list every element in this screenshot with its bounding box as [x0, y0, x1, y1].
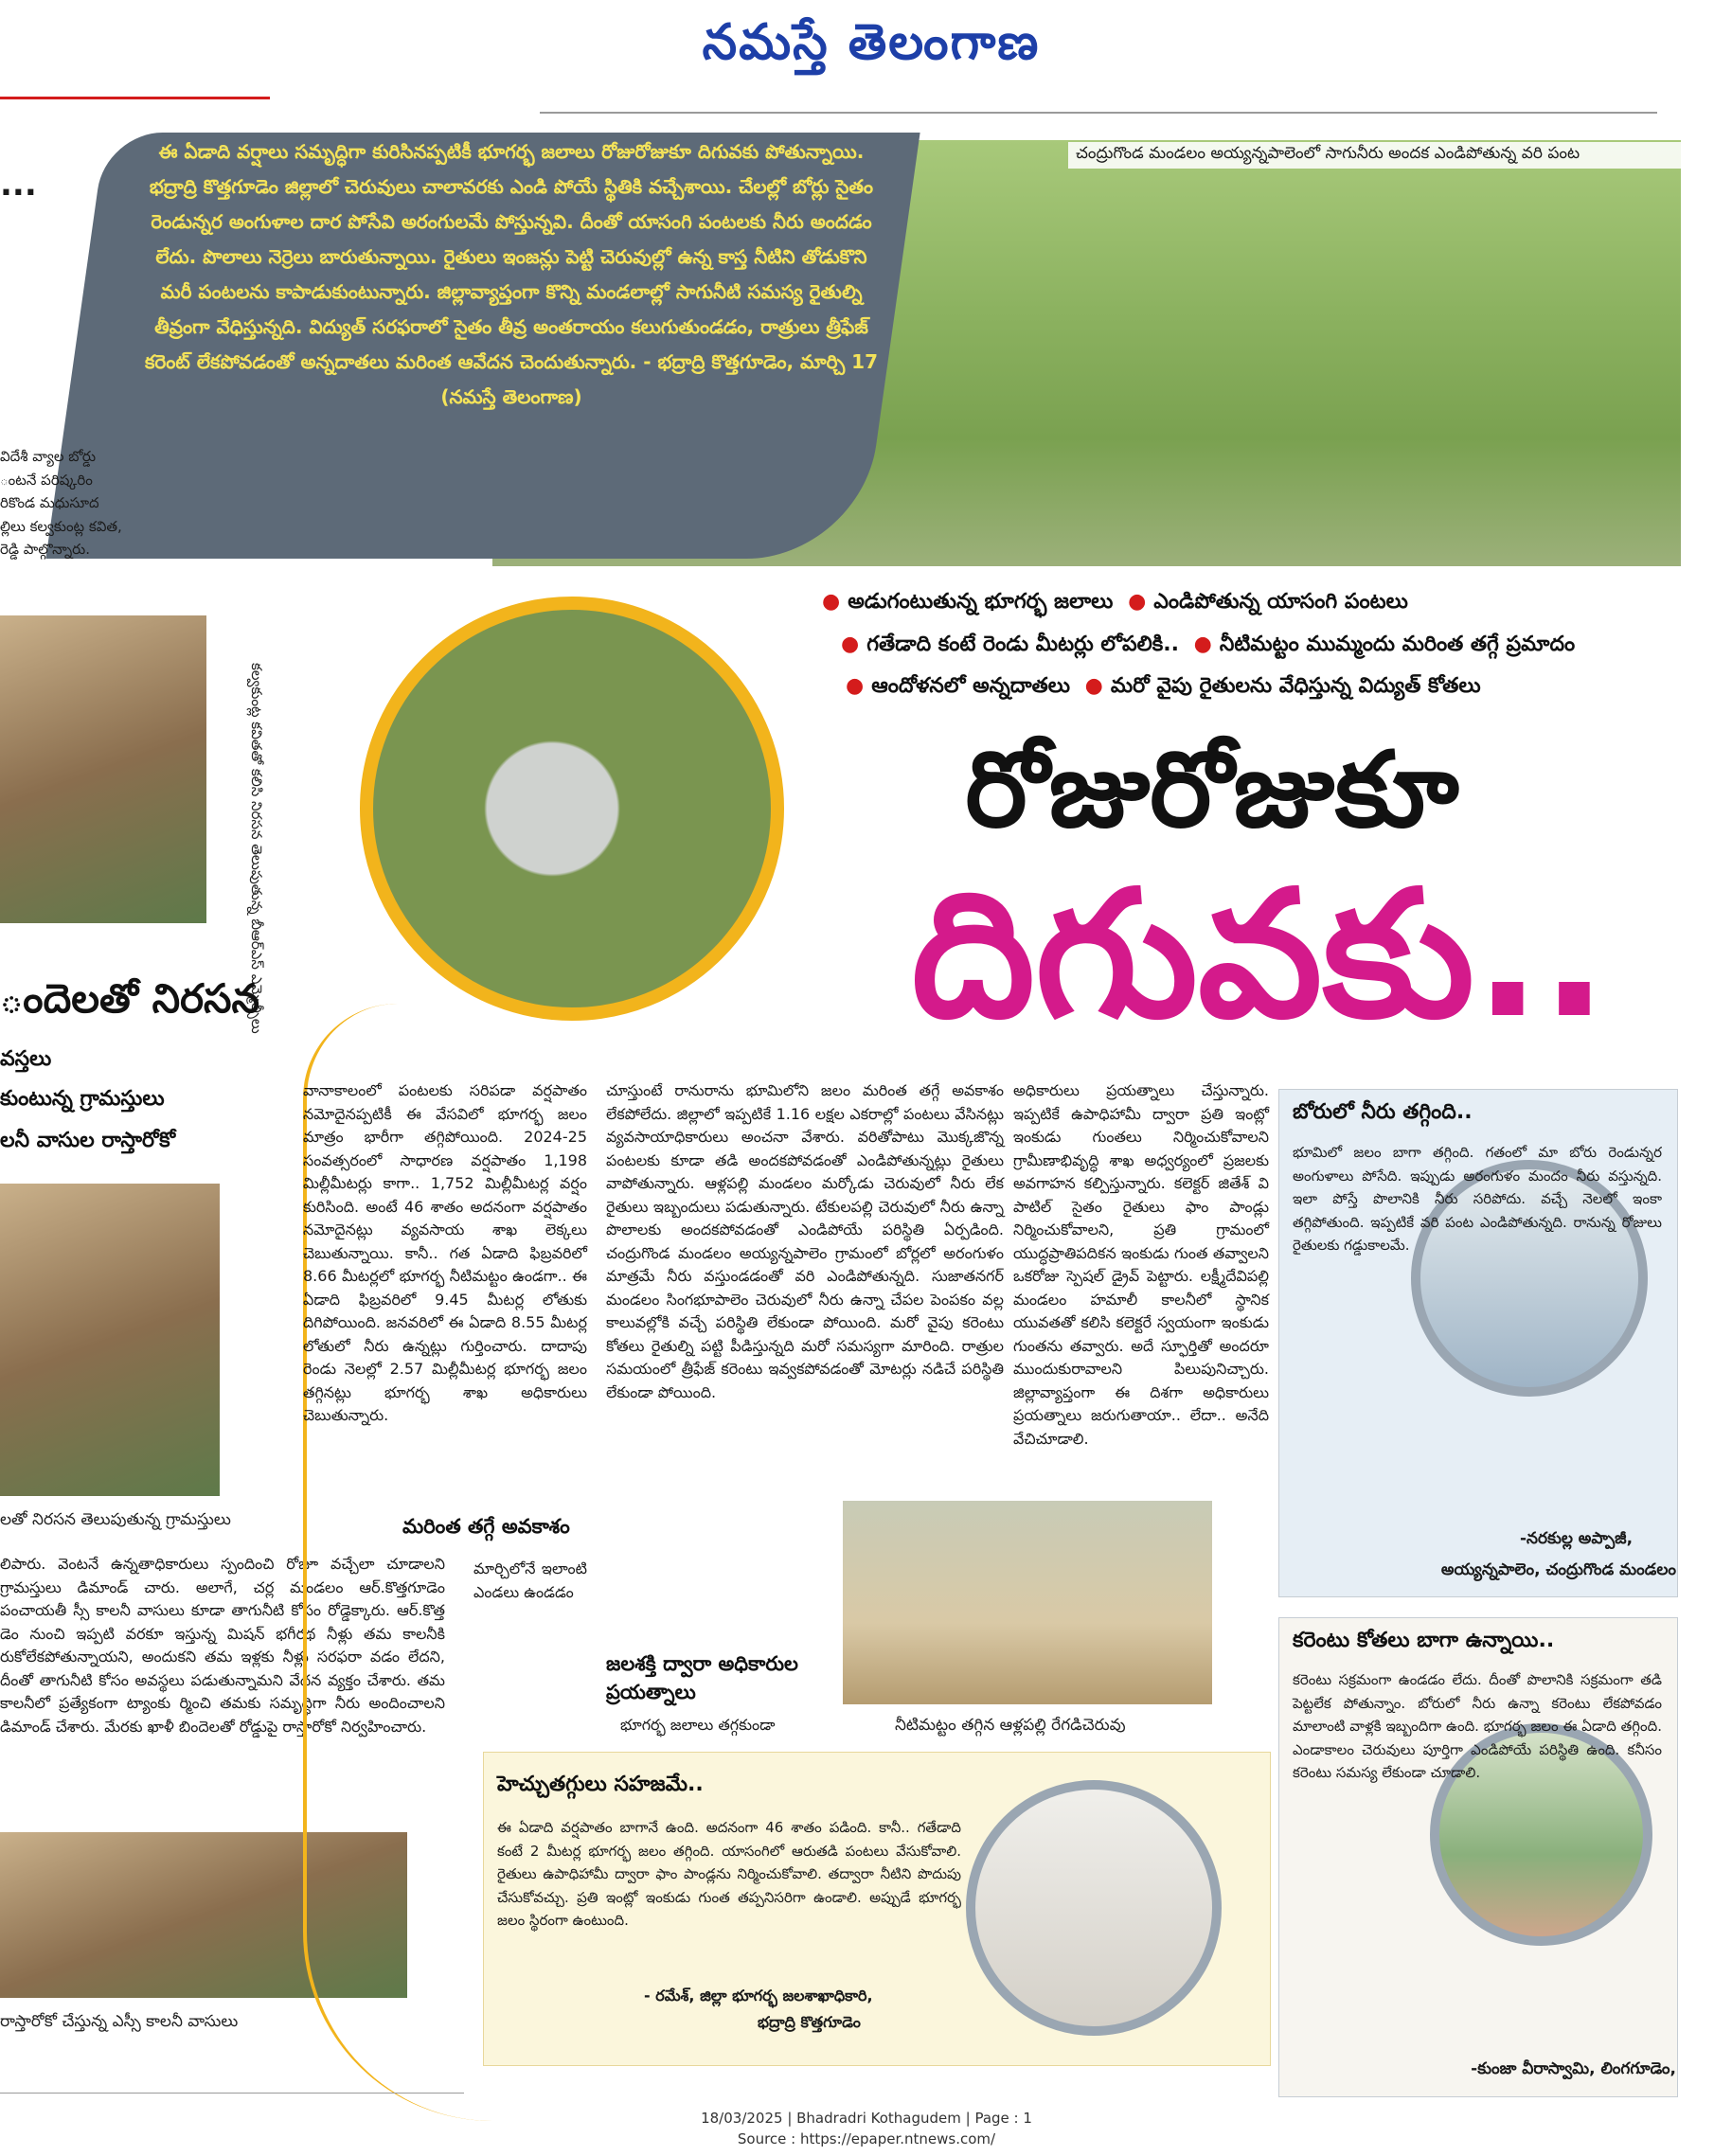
officer-quote-author: - రమేశ్, జిల్లా భూగర్భ జలశాఖాధికారి,: [644, 1987, 873, 2005]
column-2-text-2: భూగర్భ జలాలు తగ్గకుండా: [620, 1716, 776, 1734]
left-body-text: లిపారు. వెంటనే ఉన్నతాధికారులు స్పందించి రోజూ వచ్చేలా చూడాలని గ్రామస్తులు డిమాండ్ చారు. అలాగే, చర్ల మండలం ఆర్.కొత్తగూడెం పంచాయతీ స్సీ కాలనీ వాసులు కూడా తాగునీటి కోసం రోడ్డెక్కారు. ఆర్.కొత్త డెం నుంచి ఇప్పటి వరకూ ఇస్తున్న మిషన్ భగీరథ నీళ్లు తమ కాలనీకి రుకోలేకపోతున్నాయని, అందుకని తమ ఇళ్లకు నీళ్లు సరఫరా వడం లేదని, దీంతో తాగునీటి కోసం అవస్థలు పడుతున్నామని వేదన వ్యక్తం చేశారు. తమ కాలనీలో ప్రత్యేకంగా ట్యాంకు ర్మించి తమకు సమృద్ధిగా నీరు అందించాలని డిమాండ్ చేశారు. మేరకు ఖాళీ బిందెలతో రోడ్డుపై రాస్తారోకో నిర్వహించారు.: [0, 1555, 445, 1736]
column-2-text: చూస్తుంటే రానురాను భూమిలోని జలం మరింత తగ్గే అవకాశం లేకపోలేదు. జిల్లాలో ఇప్పటికే 1.16 లక్షల ఎకరాల్లో పంటలు వేసినట్లు వ్యవసాయాధికారులు అంచనా వేశారు. వరితోపాటు మొక్కజొన్న పంటలకు కూడా తడి అందకపోవడంతో ఎండిపోతున్నట్లు రైతులు వాపోతున్నారు. ఆళ్లపల్లి మండలం మర్కోడు చెరువులో నీరు లేక రైతులు ఇబ్బందులు పడుతున్నారు. టేకులపల్లి చెరువులో నీరు ఉన్నా పొలాలకు అందకపోవడంతో ఎండిపోయే పరిస్థితి ఏర్పడింది. చంద్రుగొండ మండలం అయ్యన్నపాలెం గ్రామంలో బోర్లలో అరంగుళం మాత్రమే నీరు వస్తుండడంతో వరి ఎండిపోతున్నది. సుజాతనగర్ మండలం సింగభూపాలెం చెరువులో నీరు ఉన్నా చేపల పెంపకం వల్ల కాలువల్లోకి వచ్చే పరిస్థితి లేకుండా పోయింది. మరో వైపు కరెంటు కోతలు రైతుల్ని పట్టి పీడిస్తున్నది మరో సమస్యగా మారింది. రాత్రుల సమయంలో త్రీఫేజ్ కరెంటు ఇవ్వకపోవడంతో మోటర్లు నడిచే పరిస్థితి లేకుండా పోయింది.: [606, 1081, 1004, 1401]
bullet-1a: అడుగంటుతున్న భూగర్భ జలాలు: [848, 590, 1114, 614]
bore-quote-title: బోరులో నీరు తగ్గింది..: [1293, 1100, 1473, 1124]
column-3-text: అధికారులు ప్రయత్నాలు చేస్తున్నారు. ఇప్పటికే ఉపాధిహామీ ద్వారా ప్రతి ఇంట్లో ఇంకుడు గుంతలు నిర్మించుకోవాలని గ్రామీణాభివృద్ధి శాఖ అధ్వర్యంలో ప్రజలకు అవగాహన కల్పిస్తున్నారు. కలెక్టర్ జితేశ్ వి పాటిల్ సైతం రైతులు ఫాం పాండ్లు నిర్మించుకోవాలని, ప్రతి గ్రామంలో యుద్ధప్రాతిపదికన ఇంకుడు గుంత తవ్వాలని ఒకరోజు స్పెషల్ డ్రైవ్ పెట్టారు. లక్ష్మీదేవిపల్లి మండలం హమాలీ కాలనీలో స్థానిక యువతతో కలిసి కలెక్టరే స్వయంగా ఇంకుడు గుంతను తవ్వారు. అదే స్ఫూర్తితో అందరూ ముందుకురావాలని పిలుపునిచ్చారు. జిల్లావ్యాప్తంగా ఈ దిశగా అధికారులు ప్రయత్నాలు జరుగుతాయా.. లేదా.. అనేది వేచిచూడాలి.: [1013, 1081, 1269, 1448]
farmer-pipe-photo: [360, 597, 784, 1021]
villagers-photo-caption: లతో నిరసన తెలుపుతున్న గ్రామస్తులు: [0, 1510, 231, 1529]
bullet-1b: ఎండిపోతున్న యాసంగి పంటలు: [1153, 590, 1408, 614]
column-2-subhead: జలశక్తి ద్వారా అధికారుల ప్రయత్నాలు: [606, 1652, 798, 1703]
lake-caption: నీటిమట్టం తగ్గిన ఆళ్లపల్లి రేగడిచెరువు: [895, 1716, 1126, 1735]
bullet-2b: నీటిమట్టం ముమ్మందు మరింత తగ్గే ప్రమాదం: [1219, 633, 1576, 656]
column-1-text-2: మార్చిలోనే ఇలాంటి ఎండలు ఉండడం: [473, 1559, 587, 1601]
bore-quote-text: భూమిలో జలం బాగా తగ్గింది. గతంలో మా బోరు రెండున్నర అంగుళాలు పోసేది. ఇప్పుడు అరంగుళం మందం నీరు వస్తున్నది. ఇలా పోస్తే పొలానికి నీరు సరిపోదు. వచ్చే నెలలో ఇంకా తగ్గిపోతుంది. ఇప్పటికే వరి పంట ఎండిపోతున్నది. రానున్న రోజులు రైతులకు గడ్డుకాలమే.: [1293, 1144, 1662, 1254]
footer-date-line: 18/03/2025 | Bhadradri Kothagudem | Page : 1: [701, 2110, 1032, 2127]
column-1-subhead: మరింత తగ్గే అవకాశం: [402, 1515, 570, 1538]
top-photo-caption: చంద్రుగొండ మండలం అయ్యన్నపాలెంలో సాగునీరు అందక ఎండిపోతున్న వరి పంట: [1068, 142, 1689, 169]
protest-photo-vertical-caption: కల్వకుంట్ల కవితతో కలిసి నిరసన తెలుపుతున్న బీఆర్ఎస్ ఎమ్మెల్సీలు: [248, 663, 265, 1034]
column-1-text: వానాకాలంలో పంటలకు సరిపడా వర్షపాతం నమోదైనప్పటికీ ఈ వేసవిలో భూగర్భ జలం మాత్రం భారీగా తగ్గిపోయింది. 2024-25 సంవత్సరంలో సాధారణ వర్షపాతం 1,198 మిల్లీమీటర్లు కాగా.. 1,752 మిల్లీమీటర్ల వర్షం కురిసింది. అంటే 46 శాతం అదనంగా వర్షపాతం నమోదైనట్లు వ్యవసాయ శాఖ లెక్కలు చెబుతున్నాయి. కానీ.. గత ఏడాది ఫిబ్రవరిలో 8.66 మీటర్లలో భూగర్భ నీటిమట్టం ఉండగా.. ఈ ఏడాది ఫిబ్రవరిలో 9.45 మీటర్ల లోతుకు దిగిపోయింది. జనవరిలో ఈ ఏడాది 8.55 మీటర్ల లోతులో నీరు ఉన్నట్లు గుర్తించారు. దాదాపు రెండు నెలల్లో 2.57 మిల్లీమీటర్ల భూగర్భ జలం తగ్గినట్లు భూగర్భ శాఖ అధికారులు చెబుతున్నారు.: [303, 1081, 587, 1424]
left-headline: ందెలతో నిరసన: [0, 975, 259, 1022]
bore-quote-author: -నరకుల్ల అప్పాజీ,: [1520, 1529, 1634, 1548]
left-top-snippet: విదేశీ వ్యాల బోర్డు ంటనే పరిష్కరిం రికొండ మధుసూద ల్లిలు కల్వకుంట్ల కవిత, రెడ్డి పాల్గొన్నారు.: [0, 448, 122, 558]
bore-quote-place: అయ్యన్నపాలెం, చంద్రుగొండ మండలం: [1440, 1560, 1676, 1579]
bullet-row-3: ● ఆందోళనలో అన్నదాతలు ● మరో వైపు రైతులను వేధిస్తున్న విద్యుత్ కోతలు: [846, 674, 1481, 698]
lake-photo: [843, 1501, 1212, 1704]
headline-line-1: రోజురోజుకూ: [965, 729, 1459, 850]
bottom-rule: [0, 2093, 464, 2094]
protest-photo: [0, 615, 206, 923]
left-subhead-2: కుంటున్న గ్రామస్తులు: [0, 1087, 165, 1111]
footer-source-line: Source : https://epaper.ntnews.com/: [737, 2130, 996, 2147]
sc-colony-caption: రాస్తారోకో చేస్తున్న ఎస్సీ కాలనీ వాసులు: [0, 2012, 239, 2031]
ramesh-portrait: [966, 1780, 1222, 2036]
bullet-3b: మరో వైపు రైతులను వేధిస్తున్న విద్యుత్ కోతలు: [1110, 674, 1481, 698]
left-subhead-3: లనీ వాసుల రాస్తారోకో: [0, 1129, 176, 1152]
bullet-row-1: ● అడుగంటుతున్న భూగర్భ జలాలు ● ఎండిపోతున్న యాసంగి పంటలు: [822, 590, 1408, 614]
summary-text: ఈ ఏడాది వర్షాలు సమృద్ధిగా కురిసినప్పటికీ భూగర్భ జలాలు రోజురోజుకూ దిగువకు పోతున్నాయి. భద్రాద్రి కొత్తగూడెం జిల్లాలో చెరువులు చాలావరకు ఎండి పోయే స్థితికి వచ్చేశాయి. చేలల్లో బోర్లు సైతం రెండున్నర అంగుళాల దార పోసేవి అరంగులమే పోస్తున్నవి. దీంతో యాసంగి పంటలకు నీరు అందడం లేదు. పొలాలు నెర్రెలు బారుతున్నాయి. రైతులు ఇంజన్లు పెట్టి చెరువుల్లో ఉన్న కాస్త నీటిని తోడుకొని మరీ పంటలను కాపాడుకుంటున్నారు. జిల్లావ్యాప్తంగా కొన్ని మండలాల్లో సాగునీటి సమస్య రైతుల్ని తీవ్రంగా వేధిస్తున్నది. విద్యుత్ సరఫరాలో సైతం తీవ్ర అంతరాయం కలుగుతుండడం, రాత్రులు త్రీఫేజ్ కరెంట్ లేకపోవడంతో అన్నదాతలు మరింత ఆవేదన చెందుతున్నారు. - భద్రాద్రి కొత్తగూడెం, మార్చి 17 (నమస్తే తెలంగాణ): [144, 140, 879, 408]
headline-line-2: దిగువకు..: [911, 852, 1608, 1057]
left-ellipsis: ...: [0, 166, 37, 204]
masthead: నమస్తే తెలంగాణ: [702, 13, 1041, 71]
bullet-3a: ఆందోళనలో అన్నదాతలు: [871, 674, 1070, 698]
bullet-row-2: ● గతేడాది కంటే రెండు మీటర్లు లోపలికి.. ● నీటిమట్టం ముమ్మందు మరింత తగ్గే ప్రమాదం: [841, 633, 1576, 656]
top-rule: [540, 112, 1657, 114]
officer-quote-text: ఈ ఏడాది వర్షపాతం బాగానే ఉంది. అదనంగా 46 శాతం పడింది. కానీ.. గతేడాది కంటే 2 మీటర్ల భూగర్భ జలం తగ్గింది. యాసంగిలో ఆరుతడి పంటలు వేసుకోవాలి. రైతులు ఉపాధిహామీ ద్వారా ఫాం పాండ్లను నిర్మించుకోవాలి. తద్వారా నీటిని పొదుపు చేసుకోవచ్చు. ప్రతి ఇంట్లో ఇంకుడు గుంత తప్పనిసరిగా ఉండాలి. అప్పుడే భూగర్భ జలం స్థిరంగా ఉంటుంది.: [497, 1819, 961, 1929]
left-red-rule: [0, 97, 270, 99]
power-quote-text: కరెంటు సక్రమంగా ఉండడం లేదు. దీంతో పొలానికి సక్రమంగా తడి పెట్టలేక పోతున్నాం. బోరులో నీరు ఉన్నా కరెంటు లేకపోవడం మాలాంటి వాళ్లకి ఇబ్బందిగా ఉంది. భూగర్భ జలం ఈ ఏడాది తగ్గింది. ఎండాకాలం చెరువులు పూర్తిగా ఎండిపోయే పరిస్థితి ఉంది. కనీసం కరెంటు సమస్య లేకుండా చూడాలి.: [1293, 1671, 1662, 1781]
bullet-2a: గతేడాది కంటే రెండు మీటర్లు లోపలికి..: [866, 633, 1179, 656]
villagers-water-photo: [0, 1184, 220, 1496]
power-quote-author: -కుంజా వీరాస్వామి, లింగగూడెం,: [1471, 2059, 1676, 2078]
left-subhead-1: వస్తలు: [0, 1047, 52, 1071]
power-quote-title: కరెంటు కోతలు బాగా ఉన్నాయి..: [1293, 1629, 1555, 1652]
officer-quote-title: హెచ్చుతగ్గులు సహజమే..: [497, 1773, 704, 1796]
officer-quote-place: భద్రాద్రి కొత్తగూడెం: [758, 2013, 861, 2031]
